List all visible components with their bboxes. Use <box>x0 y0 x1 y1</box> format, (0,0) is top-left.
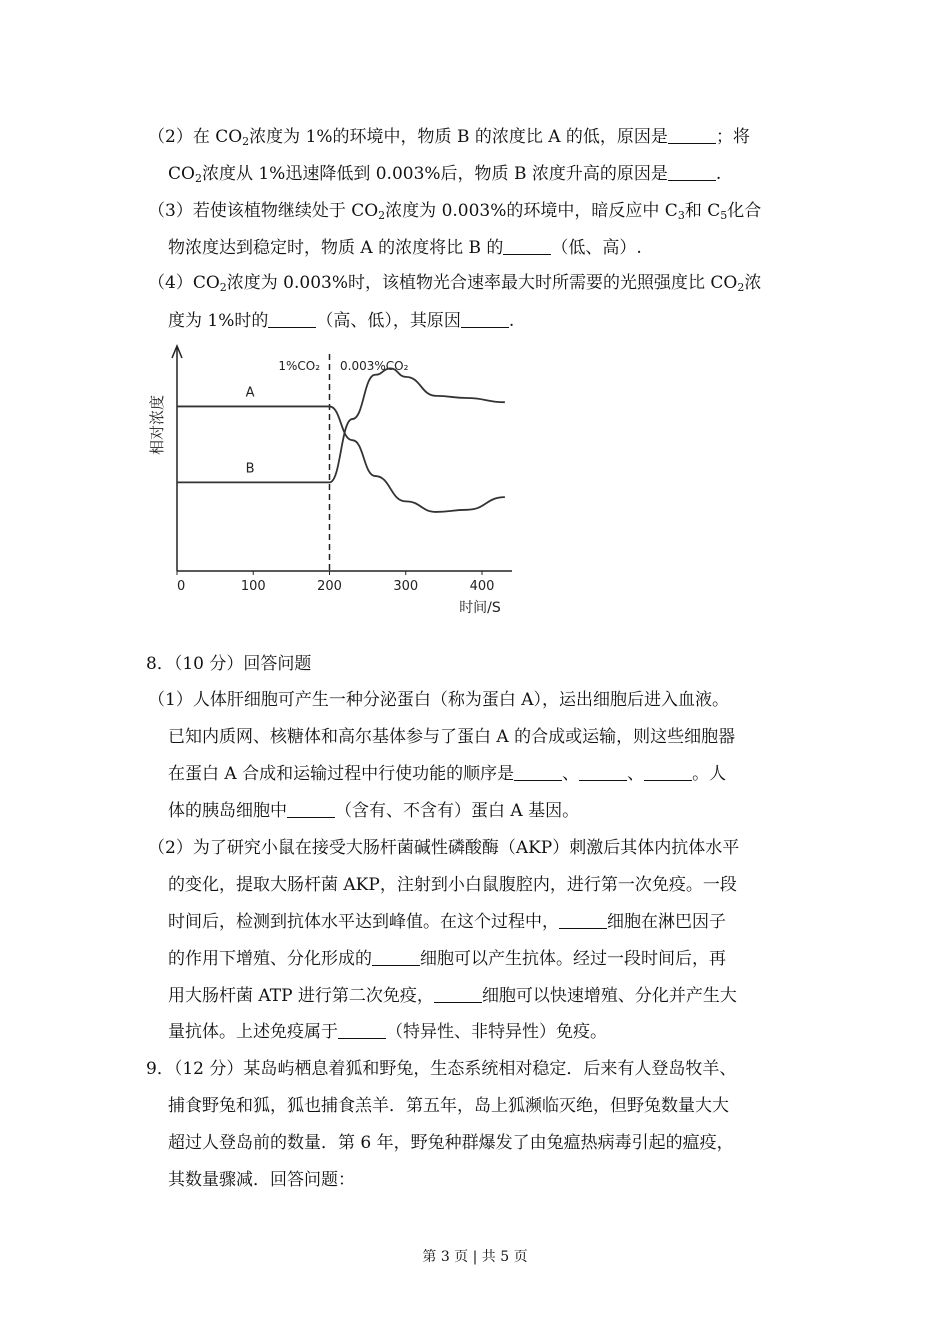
y-axis <box>172 346 182 571</box>
q7-part4-line1: $(4)CO_2$浓度为 0.003%时，该植物光合速率最大时所需要的光照强度比 $CO_2$浓 <box>148 273 762 294</box>
q7-part2-line2: $CO_2$浓度从 1%迅速降低到 0.003%后，物质 B 浓度升高的原因是 . <box>168 164 722 185</box>
q8-part2-line3: 时间后，检测到抗体水平达到峰值。在这个过程中， 细胞在淋巴因子 <box>168 912 726 932</box>
series-lines <box>177 368 505 511</box>
x-tick-label: 300 <box>393 579 419 594</box>
answer-blank[interactable] <box>644 764 692 781</box>
phase-label-1: 1%CO₂ <box>278 359 320 373</box>
q9-line2: 捕食野兔和狐，狐也捕食羔羊．第五年，岛上狐濒临灭绝，但野兔数量大大 <box>168 1096 729 1116</box>
series-label-B: B <box>245 461 255 477</box>
q7-part3-line2: 物浓度达到稳定时，物质 A 的浓度将比 B 的 （低、高）. <box>168 238 642 258</box>
answer-blank[interactable] <box>514 764 562 781</box>
answer-blank[interactable] <box>559 912 607 929</box>
phase-label-2: 0.003%CO₂ <box>340 359 409 373</box>
answer-blank[interactable] <box>338 1022 386 1039</box>
q7-part2-line1: （2）在 $CO_2$浓度为 1%的环境中，物质 B 的浓度比 A 的低，原因是 ；将 <box>148 127 750 148</box>
answer-blank[interactable] <box>287 801 335 818</box>
x-tick-label: 200 <box>317 579 342 594</box>
q7-part3-line1: （3）若使该植物继续处于 $CO_2$浓度为 0.003%的环境中，暗反应中 $C_3$和 $C_5$化合 <box>148 201 762 222</box>
x-tick-labels <box>177 571 494 594</box>
q8-part2-line2: 的变化，提取大肠杆菌 AKP，注射到小白鼠腹腔内，进行第一次免疫。一段 <box>168 875 737 895</box>
q8-part1-line4: 体的胰岛细胞中 （含有、不含有）蛋白 A 基因。 <box>168 801 580 821</box>
q7-part4-line2: 度为 1%时的 （高、低），其原因 . <box>168 311 515 331</box>
q8-part2-line1: （2）为了研究小鼠在接受大肠杆菌碱性磷酸酶（AKP）刺激后其体内抗体水平 <box>148 838 740 858</box>
q8-part1-line2: 已知内质网、核糖体和高尔基体参与了蛋白 A 的合成或运输，则这些细胞器 <box>168 727 736 747</box>
q8-part1-line1: （1）人体肝细胞可产生一种分泌蛋白（称为蛋白 A），运出细胞后进入血液。 <box>148 690 729 710</box>
q8-part2-line4: 的作用下增殖、分化形成的 细胞可以产生抗体。经过一段时间后，再 <box>168 949 726 969</box>
x-tick-label: 0 <box>177 579 186 594</box>
answer-blank[interactable] <box>668 127 716 144</box>
answer-blank[interactable] <box>461 311 509 328</box>
concentration-chart <box>140 340 540 620</box>
q8-title: 8．（10 分）回答问题 <box>146 654 312 674</box>
q9-line1: 9．（12 分）某岛屿栖息着狐和野兔，生态系统相对稳定．后来有人登岛牧羊、 <box>146 1059 737 1079</box>
q9-line4: 其数量骤减．回答问题： <box>168 1170 355 1190</box>
answer-blank[interactable] <box>268 311 316 328</box>
q9-line3: 超过人登岛前的数量．第 6 年，野兔种群爆发了由兔瘟热病毒引起的瘟疫， <box>168 1133 734 1153</box>
series-line-A <box>177 406 505 512</box>
answer-blank[interactable] <box>503 238 551 255</box>
answer-blank[interactable] <box>579 764 627 781</box>
y-axis-label: 相对浓度 <box>148 394 166 456</box>
q8-part1-line3: 在蛋白 A 合成和运输过程中行使功能的顺序是 、 、 。人 <box>168 764 727 784</box>
q8-part2-line5: 用大肠杆菌 ATP 进行第二次免疫， 细胞可以快速增殖、分化并产生大 <box>168 986 737 1006</box>
page-footer: 第 3 页 | 共 5 页 <box>422 1249 528 1265</box>
series-label-A: A <box>245 385 255 401</box>
answer-blank[interactable] <box>668 164 716 181</box>
answer-blank[interactable] <box>434 986 482 1003</box>
x-tick-label: 400 <box>469 579 495 594</box>
answer-blank[interactable] <box>372 949 420 966</box>
x-tick-label: 100 <box>240 579 266 594</box>
x-axis-label: 时间/S <box>459 600 501 616</box>
q8-part2-line6: 量抗体。上述免疫属于 （特异性、非特异性）免疫。 <box>168 1022 607 1042</box>
